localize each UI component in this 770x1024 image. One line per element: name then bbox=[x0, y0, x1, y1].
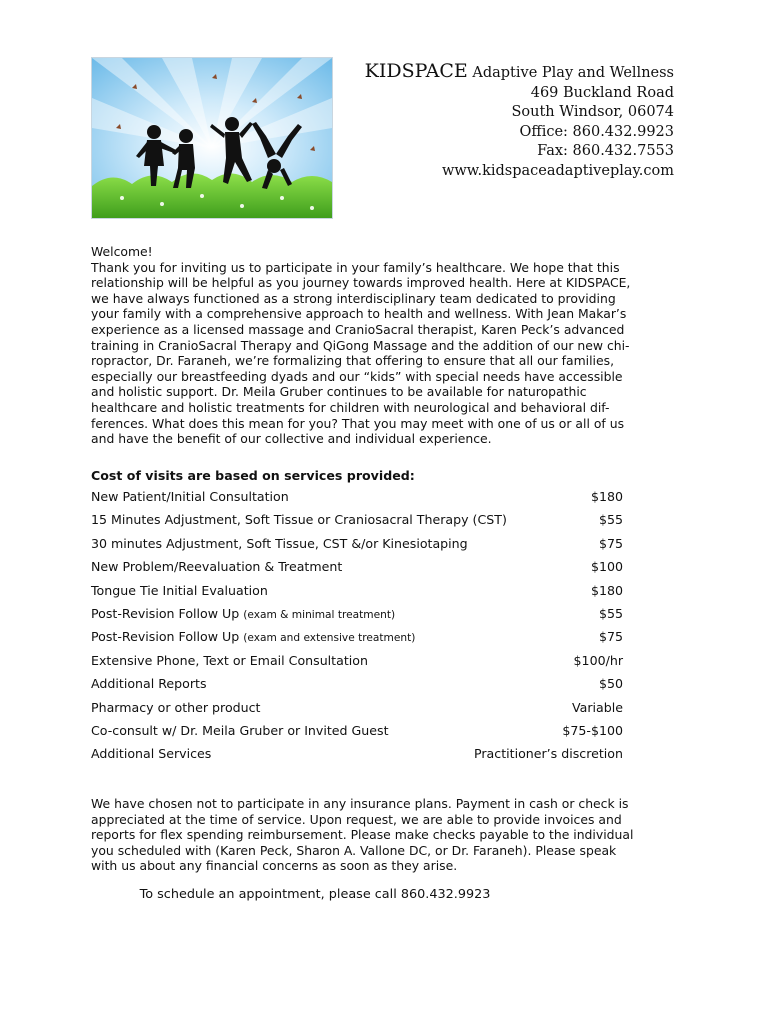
office-phone: Office: 860.432.9923 bbox=[519, 123, 674, 140]
price-row bbox=[91, 629, 623, 652]
children-playing-silhouette-icon bbox=[92, 58, 332, 218]
address-line1: 469 Buckland Road bbox=[530, 84, 674, 101]
service-note: (exam and extensive treatment) bbox=[243, 632, 416, 645]
contact-header bbox=[365, 62, 674, 182]
service-price: $55 bbox=[598, 605, 623, 621]
price-row bbox=[91, 536, 623, 559]
service-cell bbox=[91, 512, 507, 527]
service-price: $55 bbox=[598, 512, 623, 528]
service-price: $75 bbox=[598, 629, 623, 645]
price-row bbox=[91, 723, 623, 746]
policy-line: We have chosen not to participate in any insurance plans. Payment in cash or check is bbox=[91, 796, 629, 811]
service-cell bbox=[91, 700, 261, 715]
price-row bbox=[91, 746, 623, 769]
service-price: $75-$100 bbox=[562, 722, 623, 738]
brand-line bbox=[365, 62, 674, 84]
service-price: Practitioner’s discretion bbox=[474, 746, 623, 762]
service-name: Co-consult w/ Dr. Meila Gruber or Invited Guest bbox=[91, 722, 389, 738]
price-row bbox=[91, 583, 623, 606]
website-link[interactable]: www.kidspaceadaptiveplay.com bbox=[441, 162, 674, 179]
service-cell bbox=[91, 583, 268, 598]
service-cell bbox=[91, 559, 342, 574]
logo-image bbox=[91, 57, 333, 219]
welcome-paragraph bbox=[91, 260, 643, 447]
policy-line: with us about any financial concerns as soon as they arise. bbox=[91, 858, 458, 874]
service-name: Additional Services bbox=[91, 746, 212, 762]
welcome-line: healthcare and holistic treatments for children with neurological and behavioral dif- bbox=[91, 399, 610, 415]
fax-number: Fax: 860.432.7553 bbox=[537, 143, 674, 160]
price-row bbox=[91, 653, 623, 676]
service-name: Post-Revision Follow Up bbox=[91, 605, 240, 621]
service-price: $180 bbox=[590, 582, 623, 598]
service-name: Pharmacy or other product bbox=[91, 699, 261, 715]
service-price: Variable bbox=[572, 699, 623, 715]
welcome-line: ropractor, Dr. Faraneh, we’re formalizing that offering to ensure that all our families, bbox=[91, 353, 615, 369]
service-cell bbox=[91, 723, 389, 738]
payment-policy bbox=[91, 796, 651, 874]
service-cell bbox=[91, 536, 468, 551]
policy-line: you scheduled with (Karen Peck, Sharon A. Vallone DC, or Dr. Faraneh). Please speak bbox=[91, 842, 617, 858]
welcome-line: especially our breastfeeding dyads and our “kids” with special needs have accessible bbox=[91, 368, 623, 384]
service-price: $100/hr bbox=[573, 652, 623, 668]
welcome-line: experience as a licensed massage and CranioSacral therapist, Karen Peck’s advanced bbox=[91, 321, 625, 337]
welcome-greeting: Welcome! bbox=[91, 244, 153, 259]
service-cell bbox=[91, 653, 368, 668]
cost-section-title: Cost of visits are based on services provided: bbox=[91, 468, 415, 483]
welcome-line: ferences. What does this mean for you? That you may meet with one of us or all of us bbox=[91, 415, 625, 431]
service-name: 30 minutes Adjustment, Soft Tissue, CST &/or Kinesiotaping bbox=[91, 535, 468, 551]
service-name: Post-Revision Follow Up bbox=[91, 629, 240, 645]
price-row bbox=[91, 700, 623, 723]
service-cell bbox=[91, 606, 395, 621]
service-cell bbox=[91, 746, 211, 761]
service-cell bbox=[91, 676, 207, 691]
service-price: $50 bbox=[598, 676, 623, 692]
service-name: 15 Minutes Adjustment, Soft Tissue or Craniosacral Therapy (CST) bbox=[91, 512, 507, 528]
price-row bbox=[91, 606, 623, 629]
address-line2: South Windsor, 06074 bbox=[511, 104, 674, 121]
service-price: $180 bbox=[590, 489, 623, 504]
welcome-line: your family with a comprehensive approach to health and wellness. With Jean Makar’s bbox=[91, 306, 627, 322]
welcome-line: and holistic support. Dr. Meila Gruber continues to be available for naturopathic bbox=[91, 384, 587, 400]
service-name: New Problem/Reevaluation & Treatment bbox=[91, 559, 343, 575]
price-row bbox=[91, 489, 623, 512]
price-row bbox=[91, 512, 623, 535]
service-note: (exam & minimal treatment) bbox=[243, 608, 396, 621]
brand-tagline: Adaptive Play and Wellness bbox=[472, 65, 674, 81]
welcome-line: and have the benefit of our collective and individual experience. bbox=[91, 431, 492, 447]
service-name: Additional Reports bbox=[91, 676, 207, 692]
policy-line: reports for flex spending reimbursement. Please make checks payable to the individual bbox=[91, 827, 634, 843]
welcome-line: relationship will be helpful as you journey towards improved health. Here at KIDSPACE, bbox=[91, 275, 631, 291]
welcome-line: training in CranioSacral Therapy and QiGong Massage and the addition of our new chi- bbox=[91, 337, 630, 353]
service-name: New Patient/Initial Consultation bbox=[91, 489, 289, 504]
price-row bbox=[91, 559, 623, 582]
welcome-line: we have always functioned as a strong interdisciplinary team dedicated to providing bbox=[91, 290, 616, 306]
price-list bbox=[91, 489, 623, 770]
welcome-line: Thank you for inviting us to participate in your family’s healthcare. We hope that this bbox=[91, 259, 620, 275]
service-name: Extensive Phone, Text or Email Consultation bbox=[91, 652, 368, 668]
brand-name: KIDSPACE bbox=[364, 60, 468, 82]
service-cell bbox=[91, 629, 415, 644]
price-row bbox=[91, 676, 623, 699]
service-cell bbox=[91, 489, 289, 504]
service-price: $75 bbox=[598, 535, 623, 551]
welcome-section bbox=[91, 244, 643, 447]
service-price: $100 bbox=[590, 559, 623, 575]
schedule-note: To schedule an appointment, please call 860.432.9923 bbox=[139, 887, 491, 902]
service-name: Tongue Tie Initial Evaluation bbox=[91, 582, 268, 598]
policy-line: appreciated at the time of service. Upon request, we are able to provide invoices and bbox=[91, 811, 622, 827]
